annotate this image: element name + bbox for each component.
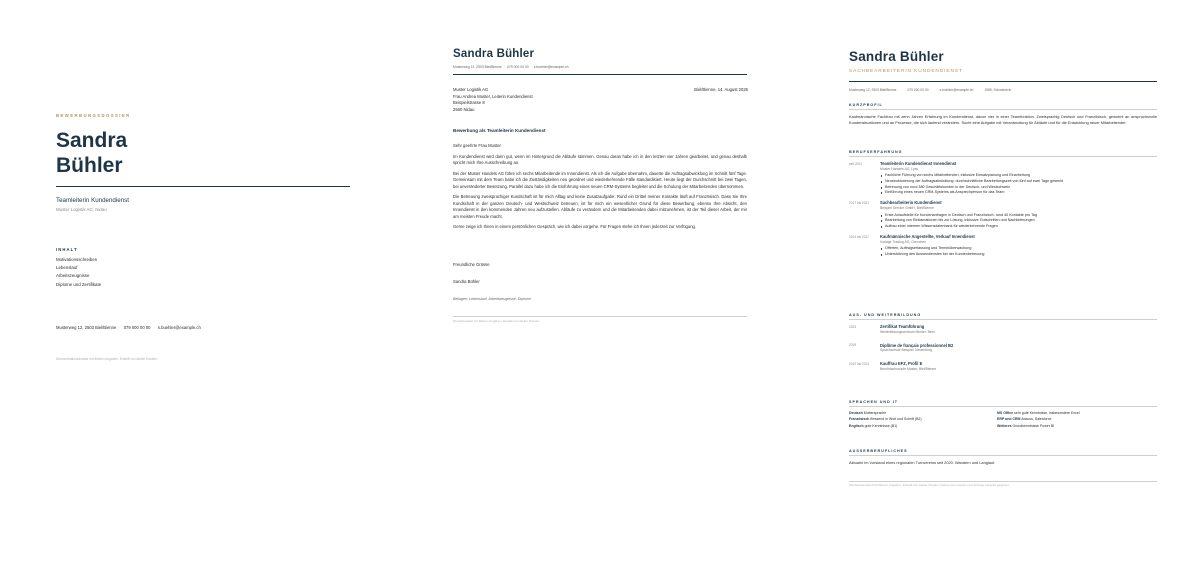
skill-label: Weiteres [997,423,1012,428]
recipient-address [453,87,533,114]
letter-footer-divider [453,316,747,317]
entry-title: Diplôme de français professionnel B2 [880,342,954,348]
skill-item [997,424,1157,429]
letter-sender-name: Sandra Bühler [453,48,535,60]
skill-value: sehr gute Kenntnisse, insbesondere Excel [1014,411,1080,415]
entry-title: Teamleiterin Kundendienst Innendienst [880,161,957,166]
cover-role: Teamleiterin Kundendienst [56,197,129,204]
cover-address: Musterweg 12, 2503 Biel/Bienne [56,325,117,330]
cv-footer: Musterlebenslauf mit fiktiven Angaben. Erstellt von Atelier Dossier. Referenzen werden auf Anfrage bekannt gegeben. [849,483,1010,487]
cv-address: Musterweg 12, 2503 Biel/Bienne [849,88,897,92]
entry-bullets [880,213,1157,230]
recipient-line: 2560 Nidau [453,107,475,113]
entry-date: seit 2021 [849,161,862,166]
education-section [849,313,1157,376]
extra-title: AUSSERBERUFLICHES [849,449,1157,456]
entry-title: Zertifikat Teamführung [880,324,925,329]
toc-item: Motivationsschreiben [56,257,98,262]
letter-paragraph: Gerne zeige ich Ihnen in einem persönlichen Gespräch, wie ich dabei vorgehe. Für Fragen stehe ich Ihnen jederzeit zur Verfügung. [453,224,697,230]
entry-title: Kaufmännische Angestellte, Verkauf Innendienst [880,234,975,240]
entry-bullets [880,246,1157,257]
skill-value: Grundkenntnisse Power BI [1012,423,1055,428]
cover-kicker: BEWERBUNGSDOSSIER [56,113,131,118]
entry-date: 2014 bis 2017 [849,234,870,239]
skills-section [849,400,1157,429]
bullet-item: Erste Anlaufstelle für Kundenanfragen in Deutsch und Französisch, rund 40 Kontakte pro Tag [880,213,1157,219]
letter-page [395,0,797,567]
entry-org: Beispiel Service GmbH, Biel/Bienne [880,205,934,210]
bullet-item: Neustrukturierung der Auftragsabwicklung: durchschnittliche Bearbeitungszeit von fünf auf zwei Tage gesenkt [880,179,1157,185]
entry-bullets [880,173,1157,196]
cover-email: s.buehler@example.ch [157,325,201,330]
letter-closing: Freundliche Grüsse [453,262,490,267]
letter-address: Musterweg 12, 2503 Biel/Bienne [453,65,502,69]
cv-nationality: 1985, Schweizerin [984,88,1012,92]
letter-salutation: Sehr geehrte Frau Muster [453,143,501,148]
cv-divider [849,81,1157,82]
skill-label: MS Office [997,411,1014,415]
entry-org: Berufsfachschule Muster, Biel/Bienne [880,366,937,371]
experience-entry [849,161,1157,196]
entry-org: Sprachschule Beispiel, Neuenburg [880,348,933,353]
letter-subject: Bewerbung als Teamleiterin Kundendienst [453,128,546,133]
recipient-line: Muster Logistik AG [453,87,489,92]
entry-date: 2010 bis 2013 [849,361,870,366]
entry-title: Sachbearbeiterin Kundendienst [880,200,942,206]
education-entry [849,343,1157,354]
skill-label: ERP und CRM [997,417,1021,422]
cv-contact [849,88,1011,92]
letter-body [453,143,747,235]
toc-item: Lebenslauf [56,265,78,271]
experience-entry [849,200,1157,229]
entry-title: Kauffrau EFZ, Profil E [880,361,923,367]
cv-email: s.buehler@example.ch [939,88,974,92]
bullet-item: Bearbeitung von Reklamationen bis zur Lösung, inklusive Gutschriften und Nachlieferungen [880,218,1157,224]
skills-grid [849,411,1157,429]
skill-label: Deutsch [849,411,863,415]
letter-paragraph: Die Betreuung zweisprachiger Kundschaft ist für mich Alltag und keine Zusatzaufgabe: Rund ein Drittel meiner Kontakte läuft auf Französisch. Dass Sie Ihre Kundschaft in der ganzen Deutsch- und Westschweiz betreuen, ist für mich ein wesentlicher Grund für diese Bewerbung, ebenso Ihre Absicht, den Innendienst in den kommenden Jahren neu aufzustellen. Abläufe zu verändern und die Mitarbeitenden dabei mitzunehmen, ist der Teil dieser Arbeit, der mir am meisten Freude macht. [453,194,747,219]
cover-name [56,128,127,178]
letter-date: Biel/Bienne, 14. August 2026 [694,87,748,92]
cv-role: SACHBEARBEITERIN KUNDENDIENST [849,69,963,74]
cv-phone: 079 000 00 00 [907,88,929,92]
letter-phone: 079 000 00 00 [506,65,529,69]
recipient-line: Frau Andrea Muster, Leiterin Kundendienst [453,93,533,99]
cover-name-last: Bühler [56,154,123,177]
entry-date: 2019 [849,343,857,348]
cover-name-first: Sandra [56,129,128,152]
cover-phone: 079 000 00 00 [123,325,151,330]
bullet-item: Unterstützung des Aussendienstes bei der Kundenbetreuung [880,252,1157,258]
toc-item: Arbeitszeugnisse [56,273,90,279]
education-entry [849,324,1157,335]
entry-org: Vorlage Trading AG, Grenchen [880,239,927,244]
experience-section [849,150,1157,262]
skill-item [997,417,1157,422]
bullet-item: Aufbau einer internen Wissensdatenbank für wiederkehrende Fragen [880,224,1157,230]
entry-date: 2017 bis 2021 [849,200,870,205]
extra-section [849,449,1157,466]
toc-item: Diplome und Zertifikate [56,281,102,287]
profile-section [849,103,1157,126]
cv-footer-divider [849,481,1157,482]
extra-text: Aktuarin im Vorstand eines regionalen Turnvereins seit 2020. Wandern und Langlauf. [849,460,996,465]
profile-title: KURZPROFIL [849,103,1157,110]
education-entry [849,361,1157,372]
skill-item [849,417,997,422]
entry-date: 2023 [849,324,857,329]
skill-value: fliessend in Wort und Schrift (B2) [870,417,922,422]
letter-divider [453,74,747,75]
education-title: AUS- UND WEITERBILDUNG [849,313,1157,320]
skills-title: SPRACHEN UND IT [849,400,1157,407]
letter-paragraph: Bei der Muster Handels AG führe ich sechs Mitarbeitende im Innendienst. Als ich die Aufgabe übernahm, dauerte die Auftragsabwicklung im Schnitt fünf Tage. Gemeinsam mit dem Team habe ich die Zuständigkeiten neu geordnet und wiederkehrende Fälle standardisiert. Heute liegt der Durchschnitt bei zwei Tagen, bei unveränderter Besetzung. Parallel dazu habe ich die Einführung eines neuen CRM-Systems begleitet und die Schulung der Mitarbeitenden übernommen. [453,170,747,189]
bullet-item: Offerten, Auftragserfassung und Terminüberwachung [880,246,1157,252]
letter-attachments: Beilagen: Lebenslauf, Arbeitszeugnisse, Diplome [453,297,531,301]
bullet-item: Fachliche Führung von sechs Mitarbeitenden, inklusive Einsatzplanung und Einarbeitung [880,173,1157,179]
bullet-item: Betreuung von rund 380 Geschäftskunden in der Deutsch- und Westschweiz [880,185,1157,191]
letter-contact: Musterweg 12, 2503 Biel/Bienne · 079 000 00 00 · s.buehler@example.ch [453,65,569,69]
cover-company: Muster Logistik AG, Nidau [56,207,107,212]
table-of-contents [56,256,101,289]
skill-value: gute Kenntnisse (B1) [864,423,898,428]
letter-signature: Sandra Bühler [453,279,480,284]
profile-text: Kaufmännische Fachfrau mit zehn Jahren Erfahrung im Kundendienst, davon vier in einer Teamfunktion. Zweisprachig Deutsch und Französisch, gewohnt an anspruchsvolle Kundensituationen und an Prozesse, die sich laufend verändern. Sucht eine Aufgabe mit Verantwortung für Abläufe und für die Entwicklung neuer Mitarbeitender. [849,114,1157,125]
toc-title: INHALT [56,247,78,252]
skill-value: Abacus, Salesforce [1021,417,1052,422]
recipient-line: Beispielstrasse 8 [453,100,485,106]
cover-contact: Musterweg 12, 2503 Biel/Bienne · 079 000 00 00 · s.buehler@example.ch [56,325,201,330]
cover-footer: Demonstrationsdossier mit fiktiven Angaben. Erstellt von Atelier Dossier. [56,357,158,361]
cv-name: Sandra Bühler [849,49,944,64]
cover-page [0,0,395,567]
cv-page [797,0,1200,567]
skill-item [997,411,1157,416]
entry-org: Weiterbildungszentrum Muster, Bern [880,329,935,334]
bullet-item: Einführung eines neuen CRM-Systems als Ansprechperson für das Team [880,190,1157,196]
skill-label: Englisch [849,423,864,428]
letter-paragraph: Im Kundendienst wird dann gut, wenn im Hintergrund die Abläufe stimmen. Genau daran habe ich in den letzten vier Jahren gearbeitet, und genau deshalb spricht mich Ihre Ausschreibung an. [453,153,747,166]
experience-title: BERUFSERFAHRUNG [849,150,1157,157]
skill-value: Muttersprache [863,411,887,415]
skill-label: Französisch [849,417,870,422]
skill-item [849,424,997,429]
entry-org: Muster Handels AG, Lyss [880,166,919,171]
letter-email: s.buehler@example.ch [533,65,569,69]
letter-footer: Musterbeispiel mit fiktiven Angaben. Erstellt von Atelier Dossier. [453,319,541,323]
cover-divider [56,186,350,187]
skill-item [849,411,997,416]
experience-entry [849,234,1157,258]
